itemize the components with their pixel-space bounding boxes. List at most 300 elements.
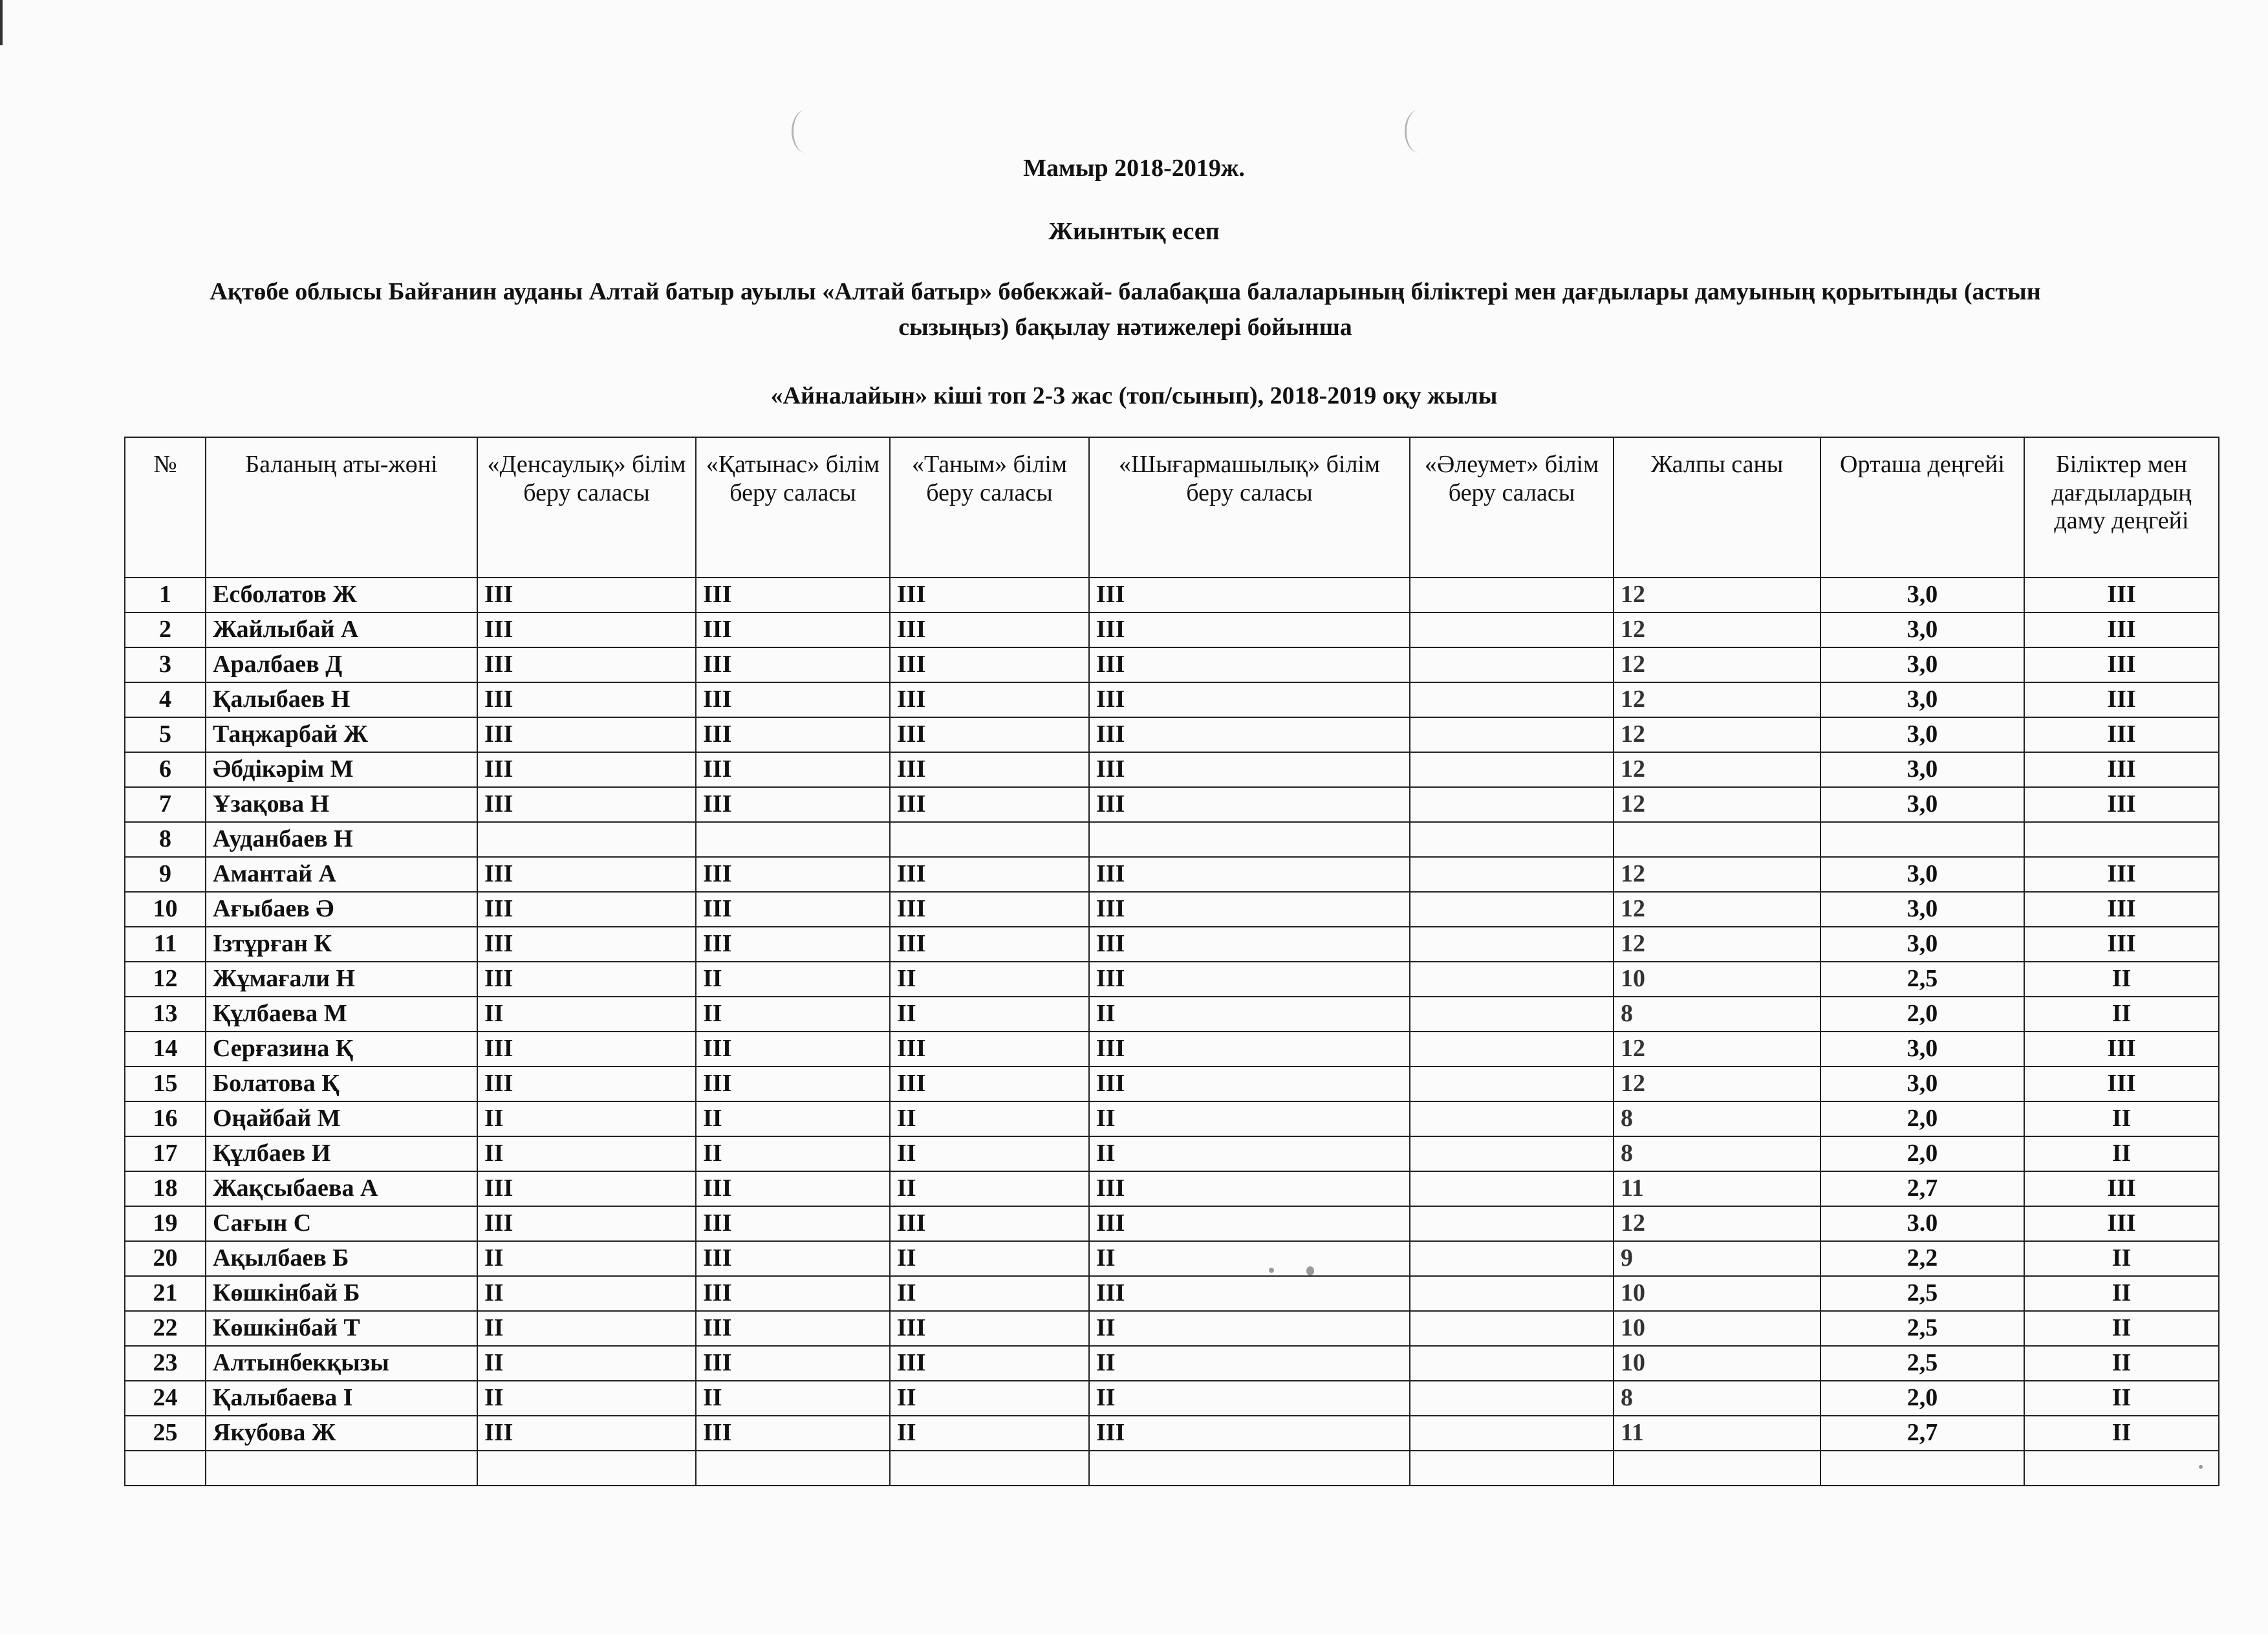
- cell-social: [1410, 962, 1614, 997]
- cell-skill-level: II: [2024, 1346, 2219, 1381]
- cell-number: 10: [125, 892, 206, 927]
- cell-total: 12: [1614, 787, 1820, 822]
- cell-social: [1410, 857, 1614, 892]
- cell-skill-level: II: [2024, 1276, 2219, 1311]
- table-row: [125, 857, 2219, 892]
- cell-health: II: [477, 1136, 696, 1171]
- table-row: [125, 1381, 2219, 1416]
- cell-creativity: III: [1089, 717, 1410, 752]
- cell-child-name: Құлбаева М: [206, 997, 477, 1032]
- cell-number: 6: [125, 752, 206, 787]
- cell-communication: II: [696, 1136, 890, 1171]
- cell-child-name: Құлбаев И: [206, 1136, 477, 1171]
- cell-number: 25: [125, 1416, 206, 1451]
- cell-skill-level: [2024, 822, 2219, 857]
- cell-number: 16: [125, 1101, 206, 1136]
- cell-communication: III: [696, 1206, 890, 1241]
- column-header-number: №: [125, 437, 206, 578]
- cell-cognition: II: [890, 997, 1089, 1032]
- cell-communication: III: [696, 1276, 890, 1311]
- cell-communication: III: [696, 612, 890, 647]
- cell-total: 10: [1614, 1276, 1820, 1311]
- cell-skill-level: II: [2024, 997, 2219, 1032]
- cell-number: 23: [125, 1346, 206, 1381]
- cell-number: 21: [125, 1276, 206, 1311]
- table-row: [125, 962, 2219, 997]
- cell-average: 3,0: [1820, 612, 2024, 647]
- cell-average: 3,0: [1820, 682, 2024, 717]
- cell-average: 2,0: [1820, 997, 2024, 1032]
- results-table: [124, 437, 2219, 1486]
- cell-cognition: III: [890, 927, 1089, 962]
- cell-health: III: [477, 892, 696, 927]
- cell-social: [1410, 1206, 1614, 1241]
- cell-health: II: [477, 997, 696, 1032]
- cell-health: III: [477, 647, 696, 682]
- table-row: [125, 1032, 2219, 1067]
- cell-health: III: [477, 1416, 696, 1451]
- cell-communication: III: [696, 1346, 890, 1381]
- cell-average: 2,0: [1820, 1136, 2024, 1171]
- cell-cognition: II: [890, 1381, 1089, 1416]
- cell-communication: III: [696, 1241, 890, 1276]
- cell-number: 15: [125, 1067, 206, 1101]
- cell-skill-level: III: [2024, 612, 2219, 647]
- cell-health: [477, 822, 696, 857]
- cell-cognition: [890, 822, 1089, 857]
- cell-health: III: [477, 962, 696, 997]
- cell-number: 12: [125, 962, 206, 997]
- cell-health: II: [477, 1241, 696, 1276]
- cell-social: [1410, 822, 1614, 857]
- cell-average: 2,5: [1820, 1346, 2024, 1381]
- cell-number: 11: [125, 927, 206, 962]
- cell-communication: III: [696, 787, 890, 822]
- cell-health: [477, 1451, 696, 1486]
- cell-communication: III: [696, 1311, 890, 1346]
- cell-number: 8: [125, 822, 206, 857]
- cell-total: 12: [1614, 717, 1820, 752]
- cell-average: 3,0: [1820, 752, 2024, 787]
- cell-cognition: III: [890, 1032, 1089, 1067]
- cell-cognition: III: [890, 1346, 1089, 1381]
- cell-cognition: II: [890, 1171, 1089, 1206]
- cell-child-name: [206, 1451, 477, 1486]
- cell-social: [1410, 647, 1614, 682]
- table-header-row: [125, 437, 2219, 578]
- cell-total: 12: [1614, 927, 1820, 962]
- cell-social: [1410, 787, 1614, 822]
- cell-number: 18: [125, 1171, 206, 1206]
- cell-health: III: [477, 1032, 696, 1067]
- cell-communication: III: [696, 752, 890, 787]
- cell-health: II: [477, 1381, 696, 1416]
- cell-number: 5: [125, 717, 206, 752]
- cell-skill-level: III: [2024, 927, 2219, 962]
- cell-communication: III: [696, 717, 890, 752]
- cell-health: II: [477, 1276, 696, 1311]
- cell-number: 7: [125, 787, 206, 822]
- cell-number: 24: [125, 1381, 206, 1416]
- cell-skill-level: II: [2024, 1311, 2219, 1346]
- cell-social: [1410, 578, 1614, 612]
- cell-child-name: Жұмағали Н: [206, 962, 477, 997]
- cell-communication: III: [696, 682, 890, 717]
- cell-skill-level: II: [2024, 1136, 2219, 1171]
- cell-communication: III: [696, 1032, 890, 1067]
- cell-cognition: III: [890, 1206, 1089, 1241]
- cell-cognition: II: [890, 962, 1089, 997]
- table-row: [125, 1451, 2219, 1486]
- table-row: [125, 927, 2219, 962]
- cell-health: II: [477, 1346, 696, 1381]
- cell-average: 3,0: [1820, 927, 2024, 962]
- cell-total: 12: [1614, 682, 1820, 717]
- cell-average: 3.0: [1820, 1206, 2024, 1241]
- cell-total: 10: [1614, 1346, 1820, 1381]
- table-row: [125, 578, 2219, 612]
- cell-cognition: III: [890, 682, 1089, 717]
- scan-speck: [2199, 1465, 2203, 1469]
- cell-child-name: Аралбаев Д: [206, 647, 477, 682]
- cell-child-name: Амантай А: [206, 857, 477, 892]
- cell-number: 22: [125, 1311, 206, 1346]
- cell-child-name: Әбдікәрім М: [206, 752, 477, 787]
- cell-skill-level: [2024, 1451, 2219, 1486]
- cell-creativity: II: [1089, 1241, 1410, 1276]
- column-header-total: Жалпы саны: [1614, 437, 1820, 578]
- cell-cognition: II: [890, 1101, 1089, 1136]
- cell-social: [1410, 1032, 1614, 1067]
- cell-number: 2: [125, 612, 206, 647]
- cell-total: 12: [1614, 857, 1820, 892]
- cell-creativity: III: [1089, 857, 1410, 892]
- cell-social: [1410, 1067, 1614, 1101]
- cell-number: 9: [125, 857, 206, 892]
- column-header-social: «Әлеумет» білім беру саласы: [1410, 437, 1614, 578]
- cell-cognition: III: [890, 1311, 1089, 1346]
- cell-cognition: III: [890, 787, 1089, 822]
- cell-creativity: [1089, 1451, 1410, 1486]
- table-row: [125, 752, 2219, 787]
- cell-skill-level: III: [2024, 717, 2219, 752]
- cell-average: 3,0: [1820, 1032, 2024, 1067]
- cell-average: 3,0: [1820, 787, 2024, 822]
- cell-cognition: III: [890, 892, 1089, 927]
- cell-creativity: II: [1089, 1311, 1410, 1346]
- cell-creativity: III: [1089, 647, 1410, 682]
- scan-edge-mark: [0, 0, 3, 45]
- table-row: [125, 892, 2219, 927]
- cell-child-name: Жайлыбай А: [206, 612, 477, 647]
- cell-health: III: [477, 787, 696, 822]
- cell-health: III: [477, 857, 696, 892]
- cell-skill-level: III: [2024, 857, 2219, 892]
- cell-total: 10: [1614, 962, 1820, 997]
- cell-average: 2,5: [1820, 1276, 2024, 1311]
- table-row: [125, 787, 2219, 822]
- cell-average: 2,7: [1820, 1171, 2024, 1206]
- cell-creativity: III: [1089, 612, 1410, 647]
- cell-number: 3: [125, 647, 206, 682]
- cell-skill-level: III: [2024, 682, 2219, 717]
- cell-social: [1410, 1276, 1614, 1311]
- cell-number: 20: [125, 1241, 206, 1276]
- cell-total: 8: [1614, 1136, 1820, 1171]
- cell-cognition: III: [890, 578, 1089, 612]
- table-row: [125, 1346, 2219, 1381]
- cell-number: 19: [125, 1206, 206, 1241]
- cell-child-name: Ақылбаев Б: [206, 1241, 477, 1276]
- cell-child-name: Ұзақова Н: [206, 787, 477, 822]
- cell-cognition: III: [890, 717, 1089, 752]
- cell-creativity: II: [1089, 1381, 1410, 1416]
- cell-social: [1410, 1451, 1614, 1486]
- cell-creativity: III: [1089, 927, 1410, 962]
- cell-average: 2,5: [1820, 962, 2024, 997]
- cell-health: II: [477, 1101, 696, 1136]
- punch-hole-mark: [1405, 110, 1432, 153]
- document-month: Мамыр 2018-2019ж.: [1023, 155, 1245, 182]
- cell-social: [1410, 612, 1614, 647]
- cell-average: 3,0: [1820, 1067, 2024, 1101]
- cell-creativity: [1089, 822, 1410, 857]
- cell-total: 12: [1614, 1067, 1820, 1101]
- cell-communication: II: [696, 997, 890, 1032]
- document-description: Ақтөбе облысы Байғанин ауданы Алтай батыр ауылы «Алтай батыр» бөбекжай- балабақша балаларының біліктері мен дағдылары дамуының қорытынды (астын сызыңыз) бақылау нәтижелері бойынша: [210, 278, 2041, 341]
- cell-child-name: Көшкінбай Т: [206, 1311, 477, 1346]
- column-header-cognition: «Таным» білім беру саласы: [890, 437, 1089, 578]
- cell-communication: III: [696, 857, 890, 892]
- cell-communication: III: [696, 647, 890, 682]
- cell-health: II: [477, 1311, 696, 1346]
- column-header-average: Орташа деңгейі: [1820, 437, 2024, 578]
- column-header-name: Баланың аты-жөні: [206, 437, 477, 578]
- cell-child-name: Ізтұрған К: [206, 927, 477, 962]
- cell-total: 8: [1614, 1101, 1820, 1136]
- table-row: [125, 1311, 2219, 1346]
- cell-cognition: II: [890, 1136, 1089, 1171]
- cell-creativity: III: [1089, 1206, 1410, 1241]
- table-row: [125, 1067, 2219, 1101]
- table-row: [125, 717, 2219, 752]
- cell-social: [1410, 1381, 1614, 1416]
- cell-number: 14: [125, 1032, 206, 1067]
- cell-total: 12: [1614, 892, 1820, 927]
- cell-social: [1410, 997, 1614, 1032]
- table-row: [125, 1206, 2219, 1241]
- cell-average: 3,0: [1820, 892, 2024, 927]
- cell-number: [125, 1451, 206, 1486]
- column-header-health: «Денсаулық» білім беру саласы: [477, 437, 696, 578]
- cell-creativity: II: [1089, 1346, 1410, 1381]
- cell-skill-level: II: [2024, 962, 2219, 997]
- cell-cognition: III: [890, 1067, 1089, 1101]
- scan-speck: [1269, 1268, 1274, 1273]
- table-row: [125, 1276, 2219, 1311]
- cell-skill-level: III: [2024, 787, 2219, 822]
- cell-number: 13: [125, 997, 206, 1032]
- cell-total: 10: [1614, 1311, 1820, 1346]
- cell-average: 2,0: [1820, 1101, 2024, 1136]
- cell-total: 8: [1614, 1381, 1820, 1416]
- cell-skill-level: III: [2024, 578, 2219, 612]
- cell-child-name: Қалыбаева І: [206, 1381, 477, 1416]
- cell-social: [1410, 1416, 1614, 1451]
- cell-health: III: [477, 612, 696, 647]
- cell-creativity: III: [1089, 1067, 1410, 1101]
- cell-social: [1410, 1311, 1614, 1346]
- cell-skill-level: III: [2024, 647, 2219, 682]
- cell-skill-level: III: [2024, 1206, 2219, 1241]
- cell-cognition: III: [890, 857, 1089, 892]
- cell-child-name: Серғазина Қ: [206, 1032, 477, 1067]
- cell-health: III: [477, 578, 696, 612]
- cell-average: 2,2: [1820, 1241, 2024, 1276]
- table-row: [125, 1416, 2219, 1451]
- cell-creativity: II: [1089, 1101, 1410, 1136]
- table-row: [125, 822, 2219, 857]
- column-header-creativity: «Шығармашылық» білім беру саласы: [1089, 437, 1410, 578]
- cell-creativity: III: [1089, 962, 1410, 997]
- cell-skill-level: II: [2024, 1416, 2219, 1451]
- cell-average: [1820, 1451, 2024, 1486]
- cell-cognition: III: [890, 752, 1089, 787]
- cell-skill-level: III: [2024, 1067, 2219, 1101]
- cell-communication: III: [696, 578, 890, 612]
- cell-total: 9: [1614, 1241, 1820, 1276]
- cell-child-name: Ауданбаев Н: [206, 822, 477, 857]
- cell-child-name: Ағыбаев Ә: [206, 892, 477, 927]
- cell-cognition: III: [890, 612, 1089, 647]
- cell-skill-level: III: [2024, 752, 2219, 787]
- cell-communication: III: [696, 1416, 890, 1451]
- cell-child-name: Алтынбекқызы: [206, 1346, 477, 1381]
- cell-child-name: Сағын С: [206, 1206, 477, 1241]
- group-title: «Айналайын» кіші топ 2-3 жас (топ/сынып), 2018-2019 оқу жылы: [770, 382, 1498, 409]
- cell-communication: [696, 822, 890, 857]
- cell-cognition: II: [890, 1241, 1089, 1276]
- cell-total: 12: [1614, 1206, 1820, 1241]
- cell-health: III: [477, 1067, 696, 1101]
- cell-communication: III: [696, 927, 890, 962]
- cell-number: 4: [125, 682, 206, 717]
- cell-skill-level: III: [2024, 1032, 2219, 1067]
- cell-total: 8: [1614, 997, 1820, 1032]
- table-row: [125, 1101, 2219, 1136]
- cell-social: [1410, 892, 1614, 927]
- cell-average: 2,5: [1820, 1311, 2024, 1346]
- cell-total: 12: [1614, 612, 1820, 647]
- cell-social: [1410, 752, 1614, 787]
- cell-social: [1410, 1136, 1614, 1171]
- table-body: [125, 578, 2219, 1486]
- document-title: Жиынтық есеп: [1048, 218, 1220, 245]
- cell-total: [1614, 822, 1820, 857]
- cell-creativity: III: [1089, 1276, 1410, 1311]
- cell-creativity: III: [1089, 787, 1410, 822]
- cell-communication: III: [696, 892, 890, 927]
- cell-average: [1820, 822, 2024, 857]
- cell-child-name: Көшкінбай Б: [206, 1276, 477, 1311]
- cell-health: III: [477, 1206, 696, 1241]
- cell-skill-level: III: [2024, 1171, 2219, 1206]
- cell-child-name: Оңайбай М: [206, 1101, 477, 1136]
- cell-health: III: [477, 717, 696, 752]
- cell-skill-level: II: [2024, 1241, 2219, 1276]
- cell-child-name: Таңжарбай Ж: [206, 717, 477, 752]
- cell-creativity: III: [1089, 752, 1410, 787]
- table-row: [125, 1241, 2219, 1276]
- cell-health: III: [477, 1171, 696, 1206]
- cell-child-name: Якубова Ж: [206, 1416, 477, 1451]
- cell-number: 1: [125, 578, 206, 612]
- cell-child-name: Болатова Қ: [206, 1067, 477, 1101]
- cell-social: [1410, 927, 1614, 962]
- cell-creativity: III: [1089, 892, 1410, 927]
- cell-creativity: II: [1089, 1136, 1410, 1171]
- cell-creativity: III: [1089, 1416, 1410, 1451]
- cell-average: 3,0: [1820, 857, 2024, 892]
- cell-communication: [696, 1451, 890, 1486]
- table-row: [125, 997, 2219, 1032]
- cell-communication: III: [696, 1067, 890, 1101]
- cell-total: 11: [1614, 1171, 1820, 1206]
- cell-average: 3,0: [1820, 578, 2024, 612]
- cell-child-name: Жақсыбаева А: [206, 1171, 477, 1206]
- cell-social: [1410, 1171, 1614, 1206]
- cell-skill-level: III: [2024, 892, 2219, 927]
- cell-child-name: Қалыбаев Н: [206, 682, 477, 717]
- cell-health: III: [477, 682, 696, 717]
- cell-cognition: III: [890, 647, 1089, 682]
- cell-total: 12: [1614, 647, 1820, 682]
- cell-total: [1614, 1451, 1820, 1486]
- table-row: [125, 612, 2219, 647]
- cell-cognition: II: [890, 1276, 1089, 1311]
- cell-social: [1410, 1241, 1614, 1276]
- table-row: [125, 1136, 2219, 1171]
- cell-average: 3,0: [1820, 647, 2024, 682]
- table-row: [125, 1171, 2219, 1206]
- table-row: [125, 647, 2219, 682]
- cell-cognition: [890, 1451, 1089, 1486]
- cell-social: [1410, 682, 1614, 717]
- column-header-skill-level: Біліктер мен дағдылардың даму деңгейі: [2024, 437, 2219, 578]
- cell-creativity: III: [1089, 682, 1410, 717]
- cell-health: III: [477, 752, 696, 787]
- cell-social: [1410, 1346, 1614, 1381]
- cell-communication: II: [696, 1101, 890, 1136]
- cell-cognition: II: [890, 1416, 1089, 1451]
- cell-social: [1410, 717, 1614, 752]
- column-header-communication: «Қатынас» білім беру саласы: [696, 437, 890, 578]
- cell-total: 11: [1614, 1416, 1820, 1451]
- cell-total: 12: [1614, 752, 1820, 787]
- cell-skill-level: II: [2024, 1381, 2219, 1416]
- cell-communication: II: [696, 962, 890, 997]
- cell-health: III: [477, 927, 696, 962]
- cell-child-name: Есболатов Ж: [206, 578, 477, 612]
- cell-average: 2,0: [1820, 1381, 2024, 1416]
- cell-creativity: III: [1089, 1032, 1410, 1067]
- cell-creativity: III: [1089, 1171, 1410, 1206]
- cell-average: 3,0: [1820, 717, 2024, 752]
- table-row: [125, 682, 2219, 717]
- cell-creativity: III: [1089, 578, 1410, 612]
- cell-creativity: II: [1089, 997, 1410, 1032]
- cell-skill-level: II: [2024, 1101, 2219, 1136]
